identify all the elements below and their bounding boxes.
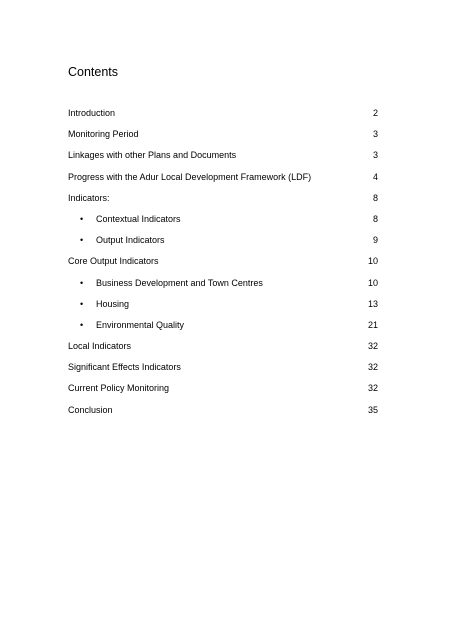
toc-entry-page: 35 [367,404,378,415]
toc-entry-page: 4 [372,171,378,182]
toc-entry-page: 10 [367,256,378,267]
toc-entry-page: 32 [367,362,378,373]
bullet-icon: • [80,235,84,246]
toc-subentry [68,212,378,233]
toc-entry-title: Conclusion [68,404,113,415]
toc-entry-title: Progress with the Adur Local Development Framework (LDF) [68,171,312,182]
toc-entry-title: Core Output Indicators [68,256,159,267]
toc-entry [68,381,378,402]
toc-entry [68,106,378,127]
toc-entry-title: Introduction [68,108,116,118]
toc-entry-page: 9 [372,235,378,246]
toc-entry-title: Environmental Quality [96,319,185,330]
toc-entry [68,148,378,169]
toc-entry-page: 3 [372,129,378,140]
bullet-icon: • [80,319,84,330]
toc-entry-page: 32 [367,341,378,352]
toc-subentry [68,297,378,318]
toc-entry-title: Output Indicators [96,235,165,246]
toc-entry [68,360,378,381]
toc-entry-title: Business Development and Town Centres [96,277,263,288]
toc-entry [68,403,378,424]
toc-entry [68,191,378,212]
bullet-icon: • [80,298,84,309]
contents-heading: Contents [68,65,119,79]
toc-entry-title: Housing [96,298,130,309]
toc-entry-page: 8 [372,192,378,203]
bullet-icon: • [80,277,84,288]
toc-entry-page: 21 [367,319,378,330]
toc-entry-page: 2 [372,108,378,118]
toc-entry [68,127,378,148]
toc-entry-title: Current Policy Monitoring [68,383,170,394]
toc-subentry [68,233,378,254]
toc-subentry [68,318,378,339]
toc-entry-title: Linkages with other Plans and Documents [68,150,237,161]
toc-entry [68,170,378,191]
toc-entry-page: 3 [372,150,378,161]
toc-subentry [68,276,378,297]
toc-entry [68,254,378,275]
toc-entry-page: 32 [367,383,378,394]
toc-entry-title: Local Indicators [68,341,132,352]
toc-entry-page: 13 [367,298,378,309]
toc-entry [68,339,378,360]
toc-entry-title: Significant Effects Indicators [68,362,181,373]
toc-entry-title: Contextual Indicators [96,213,181,224]
toc-entry-title: Indicators: [68,192,110,203]
toc-entry-title: Monitoring Period [68,129,139,140]
table-of-contents [68,106,378,424]
toc-entry-page: 8 [372,213,378,224]
toc-entry-page: 10 [367,277,378,288]
bullet-icon: • [80,213,84,224]
